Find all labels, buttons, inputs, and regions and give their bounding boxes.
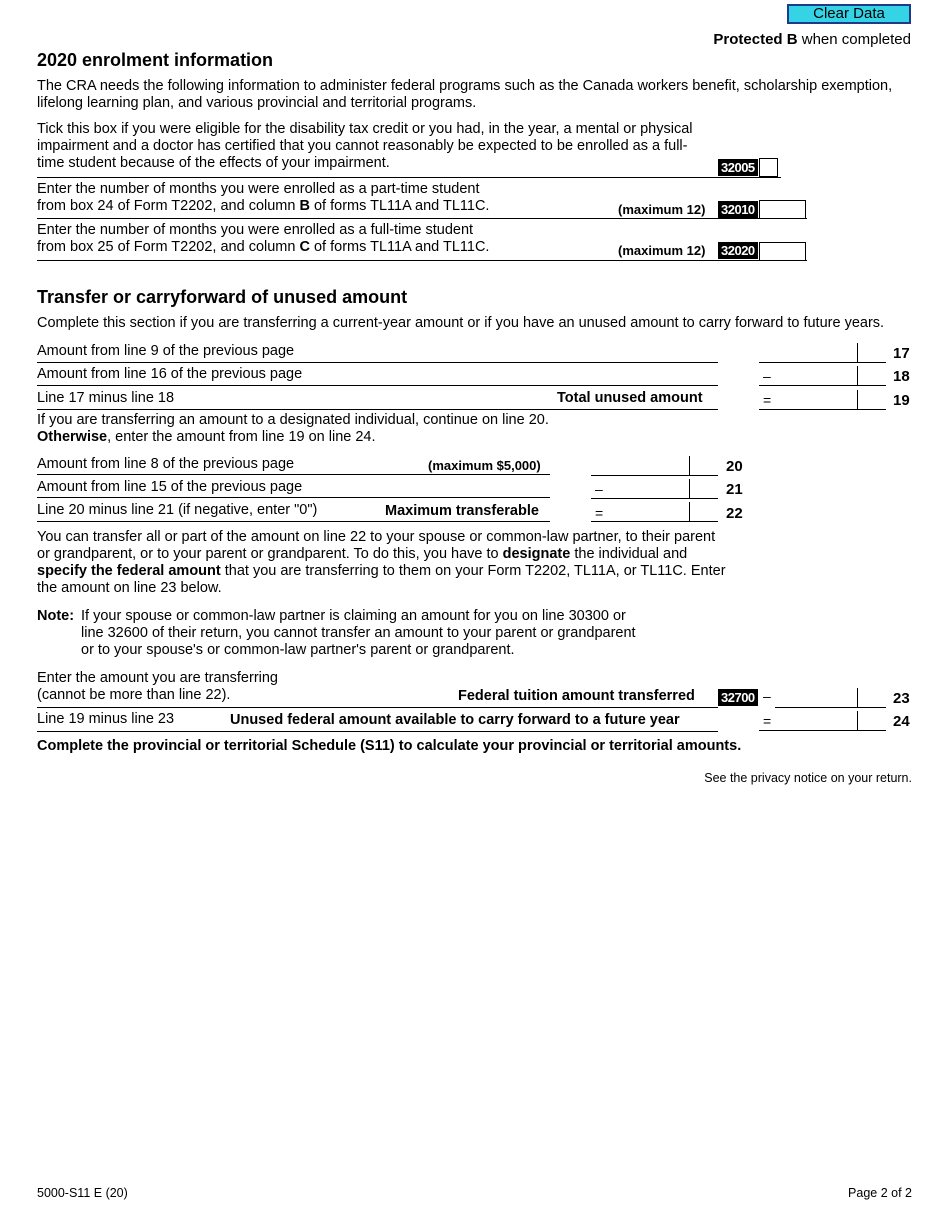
line20-max: (maximum $5,000) <box>428 458 541 473</box>
line19-number: 19 <box>893 392 910 409</box>
protected-notice <box>713 31 911 48</box>
line24-number: 24 <box>893 713 910 730</box>
divider <box>37 409 718 410</box>
transfer-specify: specify the federal amount <box>37 563 221 579</box>
parttime-line2a: from box 24 of Form T2202, and column <box>37 198 300 214</box>
fulltime-months-input[interactable] <box>759 242 806 261</box>
transfer-paragraph <box>37 529 727 597</box>
parttime-line1: Enter the number of months you were enrolled as a part-time student <box>37 181 480 197</box>
line20-number: 20 <box>726 458 743 475</box>
line21-operator: – <box>595 481 603 497</box>
enrolment-title: 2020 enrolment information <box>37 50 274 70</box>
line22-input[interactable] <box>591 502 718 522</box>
line23-label-line1: Enter the amount you are transferring <box>37 670 278 686</box>
fulltime-line2 <box>37 239 489 256</box>
note-text <box>81 608 636 659</box>
code-32010: 32010 <box>718 201 758 218</box>
fulltime-line1: Enter the number of months you were enrolled as a full-time student <box>37 222 474 238</box>
line21-number: 21 <box>726 481 743 498</box>
line24-input[interactable] <box>759 711 886 731</box>
note-line3: or to your spouse's or common-law partner's parent or grandparent. <box>81 642 515 658</box>
line20-input[interactable] <box>591 456 718 476</box>
line18-input[interactable] <box>759 366 886 386</box>
divider <box>37 177 781 178</box>
line18-number: 18 <box>893 368 910 385</box>
line22-total-label: Maximum transferable <box>385 503 539 519</box>
line24-label: Line 19 minus line 23 <box>37 711 175 727</box>
divider <box>37 260 807 261</box>
otherwise-text: , enter the amount from line 19 on line 24. <box>107 429 376 445</box>
divider <box>37 731 718 732</box>
divider <box>37 218 807 219</box>
code-32020: 32020 <box>718 242 758 259</box>
form-identifier: 5000-S11 E (20) <box>37 1186 128 1200</box>
enrolment-intro: The CRA needs the following information to administer federal programs such as the Canada workers benefit, scholarship exemption, lifelong learning plan, and various provincial and territorial programs. <box>37 78 893 111</box>
fulltime-text <box>37 222 489 256</box>
line17-number: 17 <box>893 345 910 362</box>
line23-number: 23 <box>893 690 910 707</box>
line23-total-label: Federal tuition amount transferred <box>458 688 695 704</box>
code-32700: 32700 <box>718 689 758 706</box>
parttime-text <box>37 181 489 215</box>
divider <box>37 521 550 522</box>
fulltime-max: (maximum 12) <box>618 243 706 258</box>
parttime-column: B <box>299 198 310 214</box>
line22-number: 22 <box>726 505 743 522</box>
line22-operator: = <box>595 505 604 521</box>
line21-input[interactable] <box>591 479 718 499</box>
transfer-p2: the individual and <box>570 546 692 562</box>
line23-label-line2: (cannot be more than line 22). <box>37 687 231 703</box>
parttime-max: (maximum 12) <box>618 202 706 217</box>
divider <box>37 385 718 386</box>
provincial-note: Complete the provincial or territorial Schedule (S11) to calculate your provincial or territorial amounts. <box>37 738 742 754</box>
divider <box>37 707 718 708</box>
transfer-title: Transfer or carryforward of unused amount <box>37 287 408 307</box>
disability-checkbox[interactable] <box>759 158 778 177</box>
line18-operator: – <box>763 368 771 384</box>
note-line2: line 32600 of their return, you cannot transfer an amount to your parent or grandparent <box>81 625 636 641</box>
divider <box>37 497 550 498</box>
line19-operator: = <box>763 392 772 408</box>
divider <box>37 362 718 363</box>
protected-label: Protected B <box>713 31 798 48</box>
line17-label: Amount from line 9 of the previous page <box>37 343 295 359</box>
clear-data-button[interactable]: Clear Data <box>787 4 911 24</box>
designated-note <box>37 412 549 446</box>
line20-label: Amount from line 8 of the previous page <box>37 456 295 472</box>
fulltime-line2a: from box 25 of Form T2202, and column <box>37 239 300 255</box>
privacy-notice: See the privacy notice on your return. <box>704 771 912 785</box>
transfer-intro: Complete this section if you are transferring a current-year amount or if you have an unused amount to carry forward to future years. <box>37 315 885 331</box>
line19-label: Line 17 minus line 18 <box>37 390 175 406</box>
parttime-months-input[interactable] <box>759 200 806 219</box>
line17-input[interactable] <box>759 343 886 363</box>
line24-operator: = <box>763 713 772 729</box>
protected-suffix: when completed <box>797 31 911 48</box>
line23-operator: – <box>763 688 771 704</box>
parttime-line2b: of forms TL11A and TL11C. <box>309 198 490 214</box>
line24-total-label: Unused federal amount available to carry forward to a future year <box>230 712 680 728</box>
parttime-line2 <box>37 198 489 215</box>
designated-line: If you are transferring an amount to a designated individual, continue on line 20. <box>37 412 549 428</box>
line19-input[interactable] <box>759 390 886 410</box>
code-32005: 32005 <box>718 159 758 176</box>
line21-label: Amount from line 15 of the previous page <box>37 479 303 495</box>
note-line1: If your spouse or common-law partner is claiming an amount for you on line 30300 or <box>81 608 626 624</box>
transfer-designate: designate <box>502 546 571 562</box>
page-number: Page 2 of 2 <box>848 1186 912 1200</box>
disability-text: Tick this box if you were eligible for the disability tax credit or you had, in the year, a mental or physical impairment and a doctor has certified that you cannot reasonably be expected to be enrolled as a full-time student because of the effects of your impairment. <box>37 121 693 171</box>
line23-input[interactable] <box>775 688 886 708</box>
fulltime-column: C <box>299 239 310 255</box>
divider <box>37 474 550 475</box>
line19-total-label: Total unused amount <box>557 390 703 406</box>
line18-label: Amount from line 16 of the previous page <box>37 366 303 382</box>
line22-label: Line 20 minus line 21 (if negative, enter "0") <box>37 502 318 518</box>
line23-label <box>37 670 278 704</box>
otherwise-line <box>37 429 549 446</box>
note-label: Note: <box>37 608 75 624</box>
fulltime-line2b: of forms TL11A and TL11C. <box>309 239 490 255</box>
transfer-p3: that you are transferring to them on your Form T2202, TL11A, or TL11C. Enter the amount on line 23 below. <box>37 563 726 596</box>
otherwise-label: Otherwise <box>37 429 108 445</box>
transfer-p1: You can transfer all or part of the amount on line 22 to your spouse or common-law partner, to their parent or grandparent, or to your parent or grandparent. To do this, you have to <box>37 529 716 562</box>
